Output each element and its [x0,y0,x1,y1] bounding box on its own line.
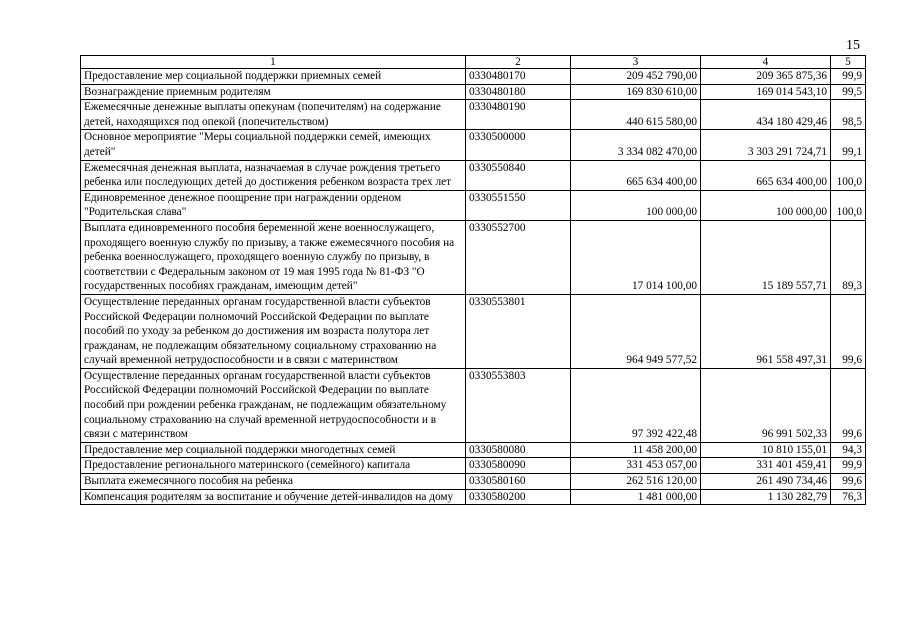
row-name: Осуществление переданных органам государственной власти субъектов Российской Федерации полномочий Российской Федерации по выплате пособий по уходу за ребенком до достижения им возраста полутора лет гражданам, не подлежащим обязательному социальному страхованию на случай временной нетрудоспособности и в связи с материнством [81,294,466,368]
table-row [81,458,866,474]
row-percent: 76,3 [831,489,866,505]
row-plan: 169 830 610,00 [571,84,701,100]
row-code: 0330552700 [466,220,571,294]
row-percent: 99,6 [831,368,866,442]
row-code: 0330553803 [466,368,571,442]
row-code: 0330500000 [466,130,571,160]
row-code: 0330480170 [466,69,571,85]
row-plan: 440 615 580,00 [571,100,701,130]
row-plan: 331 453 057,00 [571,458,701,474]
row-percent: 94,3 [831,442,866,458]
row-plan: 17 014 100,00 [571,220,701,294]
table-row [81,489,866,505]
row-fact: 169 014 543,10 [701,84,831,100]
row-fact: 100 000,00 [701,190,831,220]
row-fact: 96 991 502,33 [701,368,831,442]
row-percent: 99,9 [831,458,866,474]
row-fact: 665 634 400,00 [701,160,831,190]
row-name: Ежемесячные денежные выплаты опекунам (попечителям) на содержание детей, находящихся под опекой (попечительством) [81,100,466,130]
column-header: 4 [701,56,831,69]
table-row [81,130,866,160]
row-percent: 100,0 [831,160,866,190]
row-fact: 434 180 429,46 [701,100,831,130]
row-name: Основное мероприятие "Меры социальной поддержки семей, имеющих детей" [81,130,466,160]
row-code: 0330480180 [466,84,571,100]
row-fact: 10 810 155,01 [701,442,831,458]
table-row [81,220,866,294]
column-header: 2 [466,56,571,69]
table-body [81,69,866,505]
row-plan: 964 949 577,52 [571,294,701,368]
row-name: Ежемесячная денежная выплата, назначаемая в случае рождения третьего ребенка или последующих детей до достижения ребенком возраста трех лет [81,160,466,190]
row-percent: 100,0 [831,190,866,220]
row-percent: 99,5 [831,84,866,100]
row-percent: 89,3 [831,220,866,294]
row-fact: 209 365 875,36 [701,69,831,85]
row-name: Осуществление переданных органам государственной власти субъектов Российской Федерации полномочий Российской Федерации по выплате пособий при рождении ребенка гражданам, не подлежащим обязательному социальному страхованию на случай временной нетрудоспособности и в связи с материнством [81,368,466,442]
row-name: Единовременное денежное поощрение при награждении орденом "Родительская слава" [81,190,466,220]
row-plan: 100 000,00 [571,190,701,220]
row-name: Предоставление мер социальной поддержки приемных семей [81,69,466,85]
row-name: Вознаграждение приемным родителям [81,84,466,100]
row-fact: 1 130 282,79 [701,489,831,505]
table-row [81,69,866,85]
table-row [81,368,866,442]
row-percent: 98,5 [831,100,866,130]
row-name: Предоставление мер социальной поддержки многодетных семей [81,442,466,458]
column-header: 3 [571,56,701,69]
row-plan: 665 634 400,00 [571,160,701,190]
row-fact: 15 189 557,71 [701,220,831,294]
row-name: Выплата ежемесячного пособия на ребенка [81,474,466,490]
table-row [81,474,866,490]
row-percent: 99,1 [831,130,866,160]
row-code: 0330580160 [466,474,571,490]
row-code: 0330553801 [466,294,571,368]
row-plan: 262 516 120,00 [571,474,701,490]
row-plan: 1 481 000,00 [571,489,701,505]
report-table [80,55,866,505]
row-code: 0330580080 [466,442,571,458]
row-plan: 3 334 082 470,00 [571,130,701,160]
table-row [81,442,866,458]
row-percent: 99,9 [831,69,866,85]
table-row [81,100,866,130]
table-row [81,84,866,100]
row-fact: 261 490 734,46 [701,474,831,490]
table-row [81,190,866,220]
row-code: 0330551550 [466,190,571,220]
column-header: 1 [81,56,466,69]
column-header: 5 [831,56,866,69]
table-row [81,160,866,190]
row-code: 0330580090 [466,458,571,474]
row-name: Компенсация родителям за воспитание и обучение детей-инвалидов на дому [81,489,466,505]
row-percent: 99,6 [831,474,866,490]
row-name: Выплата единовременного пособия беременной жене военнослужащего, проходящего военную службу по призыву, а также ежемесячного пособия на ребенка военнослужащего, проходящего военную службу по призыву, в соответствии с Федеральным законом от 19 мая 1995 года № 81-ФЗ "О государственных пособиях гражданам, имеющим детей" [81,220,466,294]
row-fact: 331 401 459,41 [701,458,831,474]
page-number: 15 [846,38,860,53]
row-fact: 961 558 497,31 [701,294,831,368]
table-row [81,294,866,368]
row-plan: 97 392 422,48 [571,368,701,442]
row-code: 0330580200 [466,489,571,505]
header-row [81,56,866,69]
row-plan: 209 452 790,00 [571,69,701,85]
row-fact: 3 303 291 724,71 [701,130,831,160]
row-code: 0330550840 [466,160,571,190]
row-code: 0330480190 [466,100,571,130]
row-name: Предоставление регионального материнского (семейного) капитала [81,458,466,474]
row-plan: 11 458 200,00 [571,442,701,458]
row-percent: 99,6 [831,294,866,368]
